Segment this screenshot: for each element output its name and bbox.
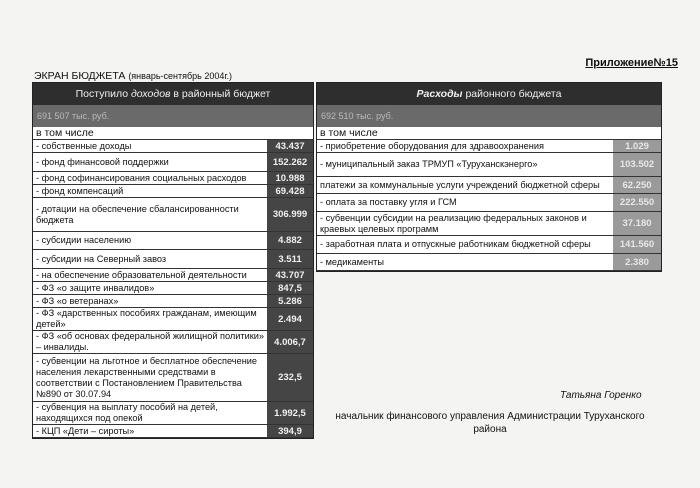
row-label: - субвенции на льготное и бесплатное обеспечение населения лекарственными средствами в соответствии с Постановлением Правительства №890 от 30.07.94: [36, 355, 258, 399]
income-including: в том числе: [33, 127, 313, 140]
table-row: [317, 236, 661, 254]
table-row: [33, 250, 313, 269]
row-value: 69.428: [267, 185, 313, 197]
row-label: - дотации на обеспечение сбалансированности бюджета: [36, 203, 239, 225]
row-label: - КЦП «Дети – сироты»: [36, 425, 135, 436]
table-row: [317, 254, 661, 271]
row-label: - субсидии населению: [36, 235, 132, 245]
table-row: [33, 425, 313, 438]
row-value: 394,9: [267, 425, 313, 437]
row-value: 62.250: [613, 177, 661, 193]
expenses-panel: [316, 82, 662, 272]
table-row: [317, 140, 661, 153]
row-label: - собственные доходы: [36, 140, 132, 151]
table-row: [33, 308, 313, 331]
table-row: [317, 153, 661, 177]
table-row: [33, 198, 313, 232]
table-row: [33, 295, 313, 308]
table-row: [317, 212, 661, 236]
row-label: - фонд финансовой поддержки: [36, 156, 169, 167]
row-label: - ФЗ «об основах федеральной жилищной политики» – инвалиды.: [36, 331, 265, 352]
row-value: 10.988: [267, 172, 313, 184]
row-label: платежи за коммунальные услуги учреждений бюджетной сферы: [320, 179, 600, 190]
row-label: - субсидии на Северный завоз: [36, 253, 167, 264]
row-value: 1.992,5: [267, 402, 313, 424]
row-label: - приобретение оборудования для здравоохранения: [320, 140, 544, 151]
income-header-em: доходов: [131, 88, 171, 100]
row-label: - ФЗ «о ветеранах»: [36, 295, 119, 306]
row-label: - ФЗ «о защите инвалидов»: [36, 282, 155, 293]
title-period: (январь-сентябрь 2004г.): [128, 71, 233, 81]
row-label: - заработная плата и отпускные работникам бюджетной сферы: [320, 239, 591, 249]
row-label: - фонд компенсаций: [36, 185, 124, 196]
row-label: - субвенции субсидии на реализацию федеральных законов и краевых целевых программ: [320, 212, 587, 234]
row-value: 141.560: [613, 236, 661, 253]
table-row: [33, 402, 313, 425]
table-row: [33, 172, 313, 185]
row-label: - муниципальный заказ ТРМУП «Туруханскэнерго»: [320, 159, 538, 169]
expense-rows: [317, 140, 661, 271]
expenses-header-post: районного бюджета: [462, 88, 562, 100]
row-value: 4.006,7: [267, 331, 313, 353]
row-value: 4.882: [267, 232, 313, 249]
expenses-header-em: Расходы: [416, 88, 463, 100]
row-value: 5.286: [267, 295, 313, 307]
row-label: - оплата за поставку угля и ГСМ: [320, 197, 457, 207]
expenses-header: [317, 83, 661, 105]
row-label: - на обеспечение образовательной деятельности: [36, 269, 247, 280]
row-label: - ФЗ «дарственных пособиях гражданам, имеющим детей»: [36, 308, 257, 329]
signer-name: Татьяна Горенко: [560, 390, 642, 401]
row-value: 2.380: [613, 254, 661, 270]
row-value: 43.707: [267, 269, 313, 281]
row-value: 1.029: [613, 140, 661, 152]
table-row: [33, 153, 313, 172]
income-rows: [33, 140, 313, 438]
table-row: [317, 177, 661, 194]
title-main: ЭКРАН БЮДЖЕТА: [34, 70, 126, 82]
page-title: [34, 70, 232, 82]
expenses-total: 692 510 тыс. руб.: [317, 105, 661, 127]
row-value: 43.437: [267, 140, 313, 152]
table-row: [33, 269, 313, 282]
row-value: 232,5: [267, 354, 313, 401]
row-value: 37.180: [613, 212, 661, 235]
row-value: 847,5: [267, 282, 313, 294]
table-row: [33, 282, 313, 295]
row-label: - медикаменты: [320, 256, 384, 267]
income-header-post: в районный бюджет: [170, 88, 271, 100]
table-row: [317, 194, 661, 212]
row-value: 2.494: [267, 308, 313, 330]
appendix-label: Приложение№15: [585, 57, 678, 69]
table-row: [33, 140, 313, 153]
table-row: [33, 331, 313, 354]
row-value: 152.262: [267, 153, 313, 171]
expenses-including: в том числе: [317, 127, 661, 140]
table-row: [33, 232, 313, 250]
table-row: [33, 185, 313, 198]
row-value: 103.502: [613, 153, 661, 176]
row-label: - субвенция на выплату пособий на детей, находящихся под опекой: [36, 402, 218, 423]
table-row: [33, 354, 313, 402]
row-value: 222.550: [613, 194, 661, 211]
income-header: [33, 83, 313, 105]
income-total: 691 507 тыс. руб.: [33, 105, 313, 127]
income-panel: [32, 82, 314, 439]
row-value: 3.511: [267, 250, 313, 268]
row-label: - фонд софинансирования социальных расходов: [36, 172, 247, 183]
income-header-pre: Поступило: [75, 88, 131, 100]
signer-position: начальник финансового управления Администрации Туруханского района: [335, 411, 645, 435]
row-value: 306.999: [267, 198, 313, 231]
